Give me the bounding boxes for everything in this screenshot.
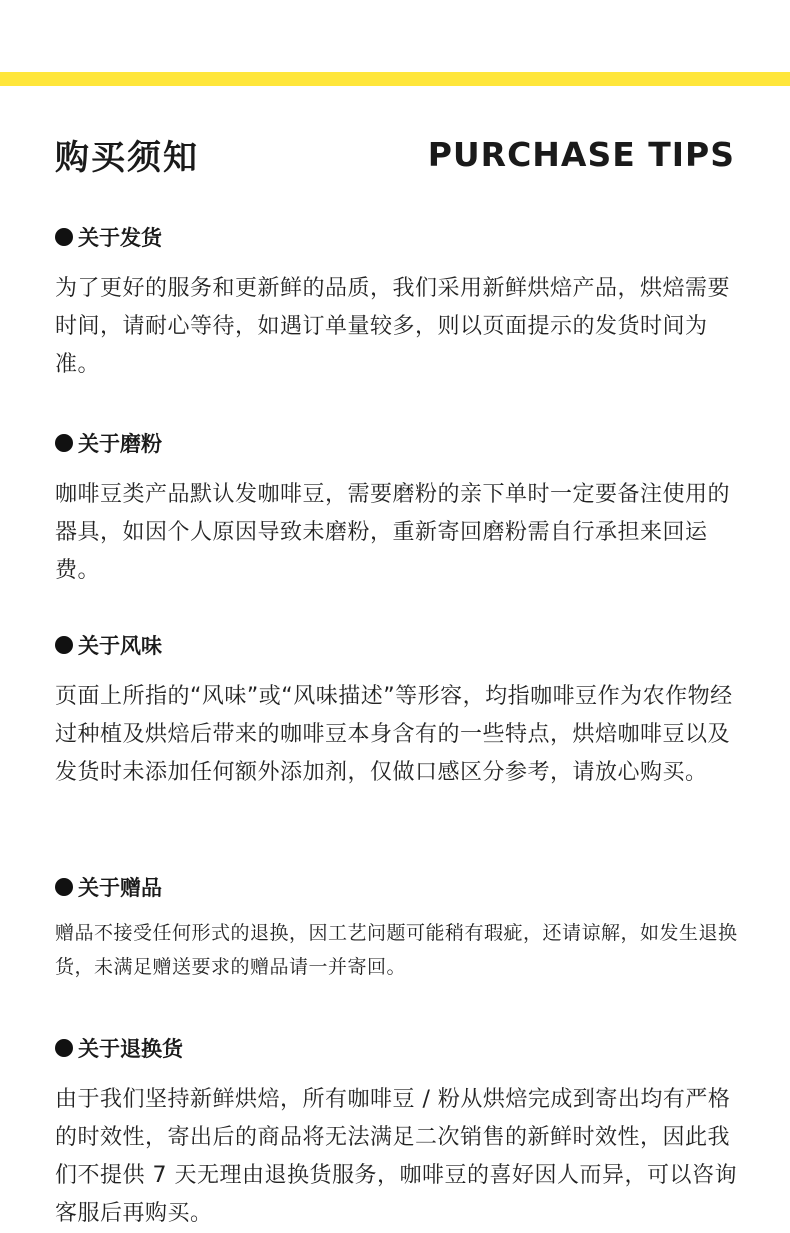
bullet-icon [55,434,73,452]
accent-bar [0,72,790,86]
section-grinding [55,428,745,590]
bullet-icon [55,878,73,896]
section-body: 为了更好的服务和更新鲜的品质，我们采用新鲜烘焙产品，烘焙需要时间，请耐心等待，如遇订单量较多，则以页面提示的发货时间为准。 [55,276,731,377]
bullet-icon [55,636,73,654]
section-title: 关于发货 [78,226,162,250]
section-returns [55,1033,745,1233]
section-body: 页面上所指的“风味”或“风味描述”等形容，均指咖啡豆作为农作物经过种植及烘焙后带来的咖啡豆本身含有的一些特点，烘焙咖啡豆以及发货时未添加任何额外添加剂，仅做口感区分参考，请放心购买。 [55,684,733,785]
section-title: 关于风味 [78,634,162,658]
section-body: 赠品不接受任何形式的退换，因工艺问题可能稍有瑕疵，还请谅解，如发生退换货，未满足赠送要求的赠品请一并寄回。 [55,922,738,978]
section-flavor [55,630,745,792]
bullet-icon [55,1039,73,1057]
section-title: 关于退换货 [78,1037,183,1061]
section-title: 关于磨粉 [78,432,162,456]
page-title: 购买须知 [55,138,199,178]
bullet-icon [55,228,73,246]
section-body: 咖啡豆类产品默认发咖啡豆，需要磨粉的亲下单时一定要备注使用的器具，如因个人原因导致未磨粉，重新寄回磨粉需自行承担来回运费。 [55,482,731,583]
page-title-en: PURCHASE TIPS [427,135,735,174]
page-header [55,130,735,179]
section-gifts [55,872,745,984]
section-shipping [55,222,745,384]
section-body: 由于我们坚持新鲜烘焙，所有咖啡豆 / 粉从烘焙完成到寄出均有严格的时效性，寄出后的商品将无法满足二次销售的新鲜时效性，因此我们不提供 7 天无理由退换货服务，咖啡豆的喜好因人而异，可以咨询客服后再购买。 [55,1087,737,1226]
section-title: 关于赠品 [78,876,162,900]
